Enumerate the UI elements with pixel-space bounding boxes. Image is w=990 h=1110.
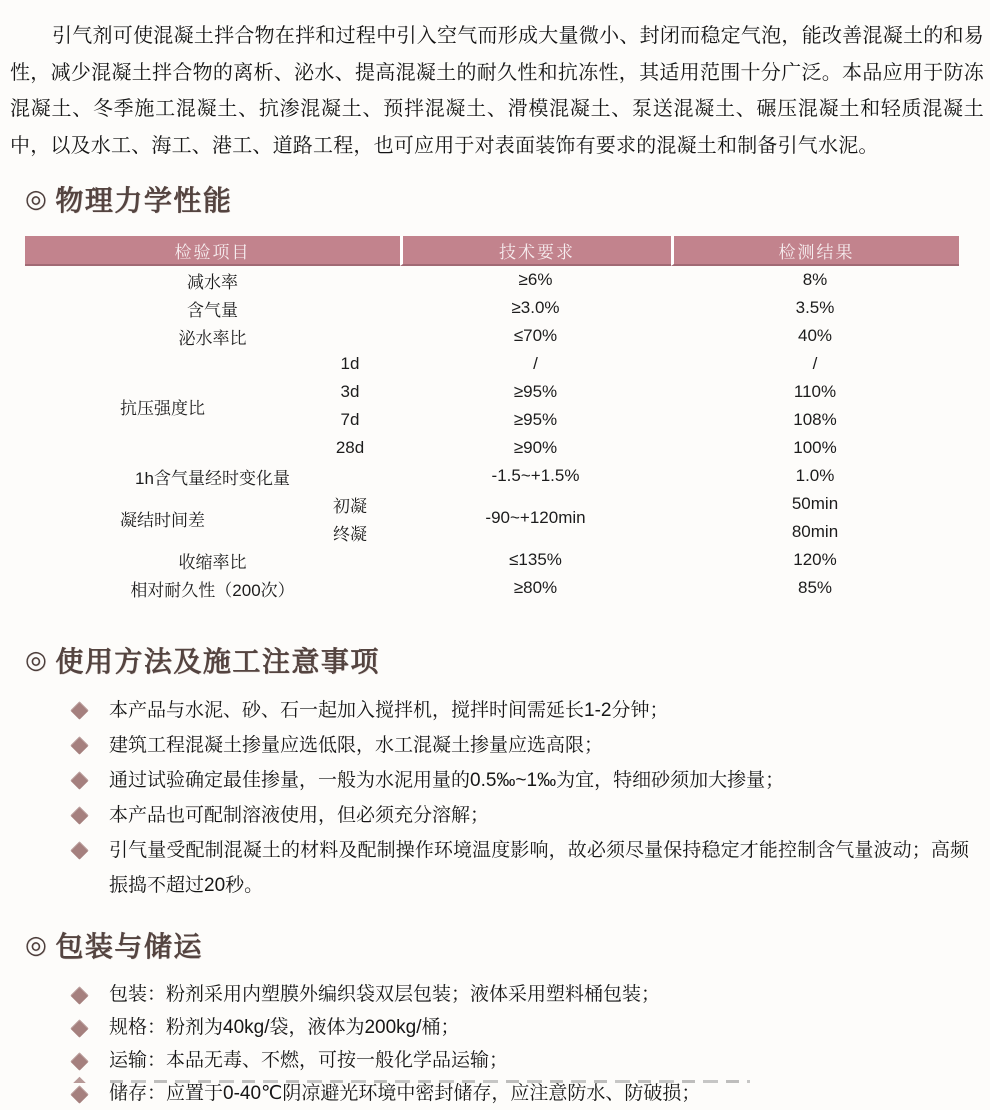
diamond-bullet-icon — [70, 841, 88, 859]
cutoff-text-fragment — [110, 1080, 750, 1083]
packaging-notes-list — [0, 978, 990, 1110]
requirement-cell: ≥95% — [513, 410, 558, 429]
section-title-packaging: 包装与储运 — [55, 931, 203, 962]
double-circle-icon: ◎ — [25, 185, 49, 213]
column-header-item: 检验项目 — [25, 236, 400, 266]
sub-item-cell: 初凝 — [333, 496, 367, 516]
note-text: 本产品与水泥、砂、石一起加入搅拌机，搅拌时间需延长1-2分钟； — [109, 700, 669, 721]
diamond-bullet-icon — [70, 1019, 88, 1037]
requirement-cell: ≥90% — [513, 438, 558, 457]
table-row — [25, 322, 959, 350]
requirement-cell: ≥95% — [513, 382, 558, 401]
item-cell: 泌水率比 — [178, 328, 247, 348]
sub-item-cell: 终凝 — [333, 524, 367, 544]
requirement-cell: ≤135% — [509, 550, 562, 569]
note-text: 规格：粉剂为40kg/袋，液体为200kg/桶； — [109, 1017, 460, 1038]
section-title-physical: 物理力学性能 — [55, 185, 233, 216]
item-cell: 相对耐久性（200次） — [130, 580, 295, 600]
requirement-cell: ≥3.0% — [511, 298, 560, 317]
result-cell: 110% — [793, 382, 837, 401]
list-item — [73, 693, 990, 728]
usage-notes-list — [0, 693, 990, 903]
requirement-cell: ≤70% — [513, 326, 558, 345]
table-row — [25, 574, 959, 602]
sub-item-cell: 28d — [335, 438, 365, 457]
diamond-bullet-icon — [70, 1085, 88, 1103]
note-text: 本产品也可配制溶液使用，但必须充分溶解； — [109, 805, 490, 826]
diamond-bullet-icon — [70, 1052, 88, 1070]
result-cell: 1.0% — [795, 466, 835, 485]
table-header-row — [25, 236, 959, 266]
requirement-cell: -90~+120min — [485, 508, 586, 527]
result-cell: 50min — [791, 494, 839, 513]
list-item — [73, 1044, 990, 1077]
note-text: 运输：本品无毒、不燃，可按一般化学品运输； — [109, 1050, 509, 1071]
section-title-usage: 使用方法及施工注意事项 — [55, 646, 380, 677]
requirement-cell: ≥6% — [518, 270, 553, 289]
requirement-cell: ≥80% — [513, 578, 558, 597]
section-heading-usage — [25, 640, 990, 680]
table-row — [25, 490, 959, 518]
list-item — [73, 1011, 990, 1044]
list-item — [73, 833, 990, 903]
diamond-bullet-icon — [72, 1077, 88, 1083]
section-heading-physical — [25, 179, 990, 219]
result-cell: / — [812, 354, 818, 373]
table-row — [25, 294, 959, 322]
intro-paragraph: 引气剂可使混凝土拌合物在拌和过程中引入空气而形成大量微小、封闭而稳定气泡，能改善混凝土的和易性，减少混凝土拌合物的离析、泌水、提高混凝土的耐久性和抗冻性，其适用范围十分广泛。本品应用于防冻混凝土、冬季施工混凝土、抗渗混凝土、预拌混凝土、滑模混凝土、泵送混凝土、碾压混凝土和轻质混凝土中，以及水工、海工、港工、道路工程，也可应用于对表面装饰有要求的混凝土和制备引气水泥。 — [10, 25, 984, 157]
column-header-requirement: 技术要求 — [400, 236, 671, 266]
item-cell: 收缩率比 — [178, 552, 247, 572]
performance-table — [25, 236, 959, 602]
note-text: 包装：粉剂采用内塑膜外编织袋双层包装；液体采用塑料桶包装； — [109, 984, 661, 1005]
list-item — [73, 978, 990, 1011]
table-row — [25, 546, 959, 574]
diamond-bullet-icon — [70, 771, 88, 789]
note-text: 引气量受配制混凝土的材料及配制操作环境温度影响，故必须尽量保持稳定才能控制含气量波动；高频振捣不超过20秒。 — [109, 840, 969, 896]
sub-item-cell: 3d — [340, 382, 360, 401]
table-row — [25, 350, 959, 378]
section-heading-packaging — [25, 925, 990, 965]
result-cell: 3.5% — [795, 298, 835, 317]
note-text: 储存：应置于0-40℃阴凉避光环境中密封储存，应注意防水、防破损； — [109, 1083, 701, 1104]
list-item — [73, 798, 990, 833]
group-label-cell: 凝结时间差 — [120, 510, 205, 530]
requirement-cell: / — [533, 354, 538, 373]
list-item — [73, 763, 990, 798]
item-cell: 1h含气量经时变化量 — [135, 468, 290, 488]
item-cell: 减水率 — [187, 272, 238, 292]
result-cell: 8% — [802, 270, 828, 289]
table-row — [25, 266, 959, 294]
double-circle-icon: ◎ — [25, 931, 49, 959]
item-cell: 含气量 — [187, 300, 238, 320]
result-cell: 40% — [797, 326, 833, 345]
result-cell: 80min — [791, 522, 839, 541]
sub-item-cell: 7d — [340, 410, 360, 429]
note-text: 通过试验确定最佳掺量，一般为水泥用量的0.5‰~1‰为宜，特细砂须加大掺量； — [109, 770, 785, 791]
table-row — [25, 462, 959, 490]
diamond-bullet-icon — [70, 986, 88, 1004]
cutoff-next-row — [0, 1076, 990, 1083]
result-cell: 108% — [793, 410, 837, 429]
requirement-cell: -1.5~+1.5% — [491, 466, 580, 485]
sub-item-cell: 1d — [340, 354, 360, 373]
diamond-bullet-icon — [70, 806, 88, 824]
group-label-cell: 抗压强度比 — [120, 398, 205, 418]
note-text: 建筑工程混凝土掺量应选低限，水工混凝土掺量应选高限； — [109, 735, 604, 756]
diamond-bullet-icon — [70, 701, 88, 719]
diamond-bullet-icon — [70, 736, 88, 754]
column-header-result: 检测结果 — [671, 236, 959, 266]
result-cell: 100% — [793, 438, 837, 457]
double-circle-icon: ◎ — [25, 646, 49, 674]
result-cell: 85% — [797, 578, 833, 597]
datasheet-page — [0, 18, 990, 1104]
result-cell: 120% — [793, 550, 837, 569]
list-item — [73, 728, 990, 763]
